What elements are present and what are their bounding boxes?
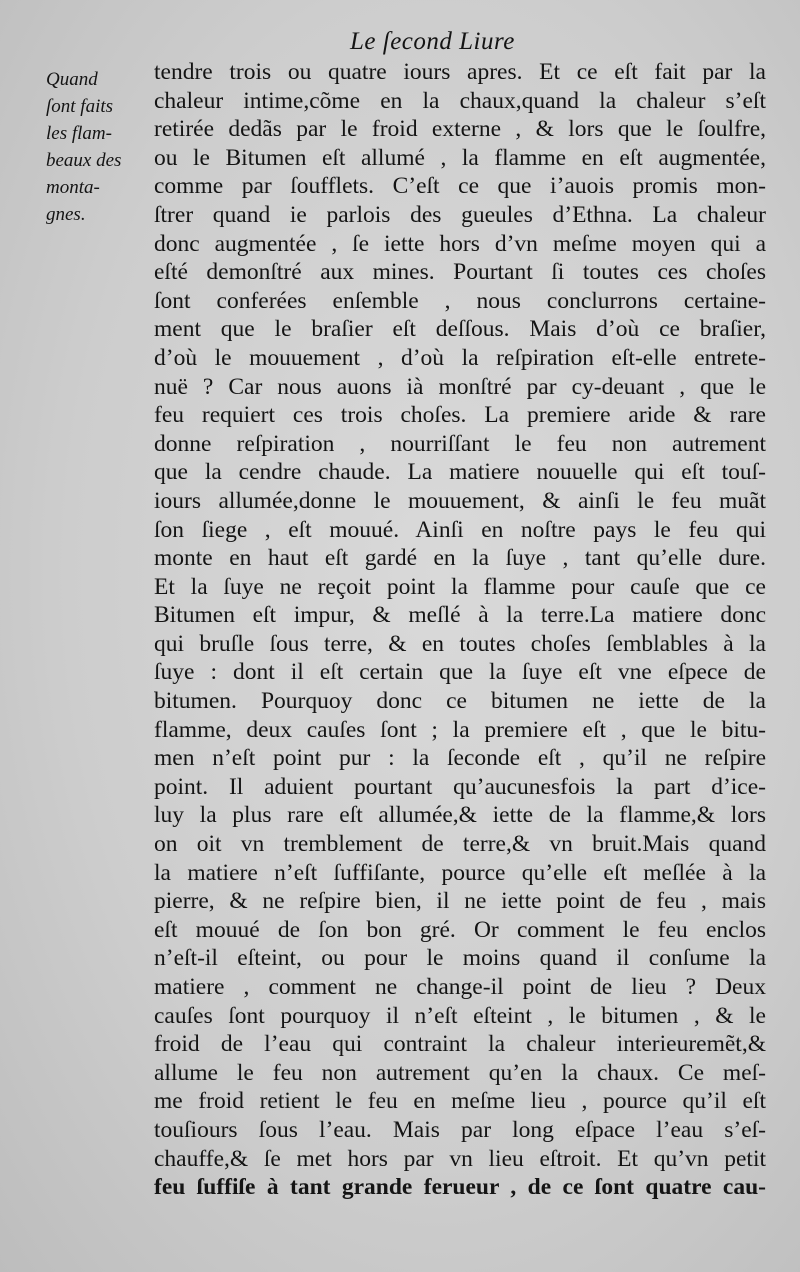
text-line: retirée dedãs par le froid externe , & lors que le ſoulfre,	[154, 116, 766, 143]
text-line: feu ſuffiſe à tant grande ferueur , de ce ſont quatre cau-	[154, 1174, 766, 1201]
text-line: ſuye : dont il eſt certain que la ſuye eſt vne eſpece de	[154, 659, 766, 686]
text-line: me froid retient le feu en meſme lieu , pource qu’il eſt	[154, 1088, 766, 1115]
text-line: monte en haut eſt gardé en la ſuye , tant qu’elle dure.	[154, 545, 766, 572]
text-line: flamme, deux cauſes ſont ; la premiere eſt , que le bitu-	[154, 716, 766, 743]
margin-note-line: gnes.	[46, 204, 86, 225]
text-line: Bitumen eſt impur, & meſlé à la terre.La matiere donc	[154, 602, 766, 629]
text-line: pierre, & ne reſpire bien, il ne iette point de feu , mais	[154, 888, 766, 915]
text-line: ou le Bitumen eſt allumé , la flamme en eſt augmentée,	[154, 144, 766, 171]
text-line: nuë ? Car nous auons ià monſtré par cy-deuant , que le	[154, 373, 766, 400]
text-line: eſt mouué de ſon bon gré. Or comment le feu enclos	[154, 916, 766, 943]
text-line: chaleur intime,cõme en la chaux,quand la chaleur s’eſt	[154, 87, 766, 114]
text-line: allume le feu non autrement qu’en la chaux. Ce meſ-	[154, 1059, 766, 1086]
text-line: Et la ſuye ne reçoit point la flamme pour cauſe que ce	[154, 573, 766, 600]
text-line: matiere , comment ne change-il point de lieu ? Deux	[154, 974, 766, 1000]
text-line: luy la plus rare eſt allumée,& iette de la flamme,& lors	[154, 802, 766, 829]
text-line: d’où le mouuement , d’où la reſpiration eſt-elle entrete-	[154, 344, 766, 371]
margin-note-line: les flam-	[46, 123, 112, 144]
text-line: la matiere n’eſt ſuffiſante, pource qu’elle eſt meſlée à la	[154, 859, 766, 886]
text-line: bitumen. Pourquoy donc ce bitumen ne iette de la	[154, 688, 766, 715]
text-line: qui bruſle ſous terre, & en toutes choſes ſemblables à la	[154, 630, 766, 657]
text-line: men n’eſt point pur : la ſeconde eſt , qu’il ne reſpire	[154, 745, 766, 772]
text-line: n’eſt-il eſteint, ou pour le moins quand il conſume la	[154, 945, 766, 972]
text-line: froid de l’eau qui contraint la chaleur interieuremẽt,&	[154, 1031, 766, 1058]
text-line: que la cendre chaude. La matiere nouuelle qui eſt touſ-	[154, 459, 766, 486]
text-line: ſont conferées enſemble , nous conclurrons certaine-	[154, 287, 766, 314]
margin-note	[46, 66, 146, 228]
text-line: feu requiert ces trois choſes. La premiere aride & rare	[154, 402, 766, 429]
running-title: Le ſecond Liure	[350, 28, 515, 55]
text-line: tendre trois ou quatre iours apres. Et ce eſt fait par la	[154, 59, 766, 85]
text-line: cauſes ſont pourquoy il n’eſt eſteint , le bitumen , & le	[154, 1002, 766, 1029]
margin-note-line: Quand	[46, 69, 98, 90]
text-line: donc augmentée , ſe iette hors d’vn meſme moyen qui a	[154, 230, 766, 257]
text-line: chauffe,& ſe met hors par vn lieu eſtroit. Et qu’vn petit	[154, 1145, 766, 1172]
text-line: on oit vn tremblement de terre,& vn bruit.Mais quand	[154, 831, 766, 858]
text-line: iours allumée,donne le mouuement, & ainſi le feu muãt	[154, 487, 766, 514]
text-line: comme par ſoufflets. C’eſt ce que i’auois promis mon-	[154, 173, 766, 200]
margin-note-line: monta-	[46, 177, 100, 198]
margin-note-line: beaux des	[46, 150, 122, 171]
text-line: eſté demonſtré aux mines. Pourtant ſi toutes ces choſes	[154, 259, 766, 286]
text-line: ment que le braſier eſt deſſous. Mais d’où ce braſier,	[154, 316, 766, 343]
text-line: point. Il aduient pourtant qu’aucunesfois la part d’ice-	[154, 773, 766, 800]
margin-note-line: ſont faits	[46, 96, 114, 117]
text-line: ſon ſiege , eſt mouué. Ainſi en noſtre pays le feu qui	[154, 516, 766, 543]
text-line: touſiours ſous l’eau. Mais par long eſpace l’eau s’eſ-	[154, 1116, 766, 1143]
text-line: donne reſpiration , nourriſſant le feu non autrement	[154, 430, 766, 457]
text-line: ſtrer quand ie parlois des gueules d’Ethna. La chaleur	[154, 201, 766, 228]
body-text	[154, 58, 766, 1202]
